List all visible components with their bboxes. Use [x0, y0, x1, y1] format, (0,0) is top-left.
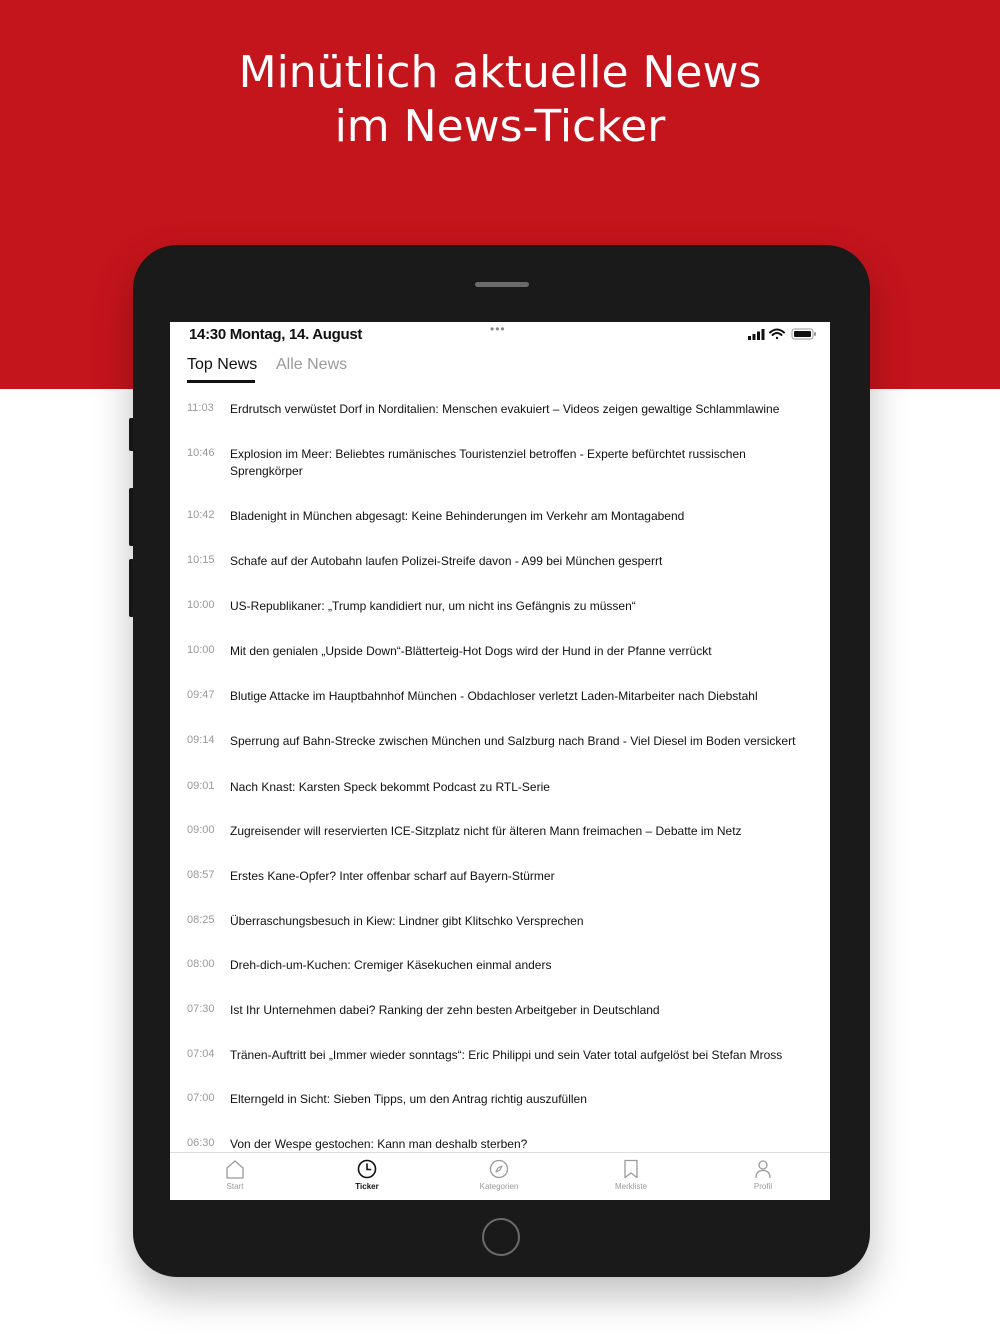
- clock-icon: [357, 1159, 377, 1179]
- news-time: 09:00: [187, 824, 215, 836]
- nav-start[interactable]: [195, 1153, 275, 1191]
- promo-headline-line1: Minütlich aktuelle News: [238, 47, 762, 98]
- home-icon: [225, 1159, 245, 1179]
- nav-ticker[interactable]: [327, 1153, 407, 1191]
- news-title[interactable]: Überraschungsbesuch in Kiew: Lindner gibt Klitschko Versprechen: [230, 914, 584, 928]
- nav-start-label: Start: [226, 1182, 244, 1191]
- nav-ticker-label: Ticker: [355, 1182, 379, 1191]
- news-time: 09:14: [187, 734, 215, 746]
- status-bar: [170, 322, 830, 348]
- news-title[interactable]: Nach Knast: Karsten Speck bekommt Podcast zu RTL-Serie: [230, 780, 550, 794]
- news-title[interactable]: US-Republikaner: „Trump kandidiert nur, um nicht ins Gefängnis zu müssen“: [230, 599, 636, 613]
- device-home-button[interactable]: [482, 1218, 520, 1256]
- battery-icon: [792, 329, 816, 339]
- news-time: 10:46: [187, 447, 215, 459]
- status-time-date: 14:30 Montag, 14. August: [189, 326, 363, 343]
- news-time: 08:25: [187, 914, 215, 926]
- news-title[interactable]: Blutige Attacke im Hauptbahnhof München - Obdachloser verletzt Laden-Mitarbeiter nach Diebstahl: [230, 689, 758, 703]
- news-time: 10:00: [187, 644, 215, 656]
- tab-top-news[interactable]: Top News: [187, 356, 258, 373]
- news-time: 10:42: [187, 509, 215, 521]
- nav-profil-label: Profil: [753, 1182, 773, 1191]
- promo-headline: [0, 46, 1000, 154]
- news-title[interactable]: Zugreisender will reservierten ICE-Sitzplatz nicht für älteren Mann freimachen – Debatte im Netz: [230, 824, 742, 838]
- news-time: 06:30: [187, 1137, 215, 1149]
- news-title[interactable]: Erdrutsch verwüstet Dorf in Norditalien: Menschen evakuiert – Videos zeigen gewaltige Schlammlawine: [230, 402, 780, 416]
- news-title[interactable]: Explosion im Meer: Beliebtes rumänisches Touristenziel betroffen - Experte befürchtet russischen Sprengkörper: [230, 447, 746, 478]
- news-time: 11:03: [187, 402, 214, 414]
- multitasking-dots-icon[interactable]: •••: [490, 322, 506, 336]
- news-time: 07:00: [187, 1092, 215, 1104]
- nav-profil[interactable]: [723, 1153, 803, 1191]
- news-title[interactable]: Elterngeld in Sicht: Sieben Tipps, um den Antrag richtig auszufüllen: [230, 1092, 587, 1106]
- compass-icon: [489, 1159, 509, 1179]
- news-title[interactable]: Ist Ihr Unternehmen dabei? Ranking der zehn besten Arbeitgeber in Deutschland: [230, 1003, 660, 1017]
- bottom-tab-bar: [170, 1152, 830, 1200]
- status-icons: [748, 327, 818, 341]
- app-screen: [170, 322, 830, 1200]
- news-time: 10:00: [187, 599, 215, 611]
- promo-headline-line2: im News-Ticker: [334, 101, 666, 152]
- nav-merkliste-label: Merkliste: [614, 1182, 647, 1191]
- news-title[interactable]: Bladenight in München abgesagt: Keine Behinderungen im Verkehr am Montagabend: [230, 509, 685, 523]
- news-title[interactable]: Erstes Kane-Opfer? Inter offenbar scharf auf Bayern-Stürmer: [230, 869, 555, 883]
- news-time: 07:04: [187, 1048, 215, 1060]
- signal-icon: [748, 329, 765, 340]
- nav-merkliste[interactable]: [591, 1153, 671, 1191]
- device-speaker-grille: [475, 282, 529, 287]
- tab-alle-news[interactable]: Alle News: [276, 356, 348, 373]
- news-title[interactable]: Von der Wespe gestochen: Kann man deshalb sterben?: [230, 1137, 528, 1151]
- news-time: 08:57: [187, 869, 215, 881]
- news-title[interactable]: Tränen-Auftritt bei „Immer wieder sonntags“: Eric Philippi und sein Vater total aufgelöst bei Stefan Mross: [230, 1048, 783, 1062]
- news-time: 09:01: [187, 780, 215, 792]
- tab-active-indicator: [187, 380, 255, 383]
- news-time: 07:30: [187, 1003, 215, 1015]
- news-title[interactable]: Mit den genialen „Upside Down“-Blätterteig-Hot Dogs wird der Hund in der Pfanne verrückt: [230, 644, 712, 658]
- nav-kategorien-label: Kategorien: [479, 1182, 519, 1191]
- news-title[interactable]: Schafe auf der Autobahn laufen Polizei-Streife davon - A99 bei München gesperrt: [230, 554, 663, 568]
- bookmark-icon: [621, 1159, 641, 1179]
- nav-kategorien[interactable]: [459, 1153, 539, 1191]
- news-time: 09:47: [187, 689, 215, 701]
- user-icon: [753, 1159, 773, 1179]
- news-time: 10:15: [187, 554, 215, 566]
- news-time: 08:00: [187, 958, 215, 970]
- news-title[interactable]: Sperrung auf Bahn-Strecke zwischen München und Salzburg nach Brand - Viel Diesel im Boden versickert: [230, 734, 796, 748]
- news-title[interactable]: Dreh-dich-um-Kuchen: Cremiger Käsekuchen einmal anders: [230, 958, 552, 972]
- wifi-icon: [770, 330, 784, 340]
